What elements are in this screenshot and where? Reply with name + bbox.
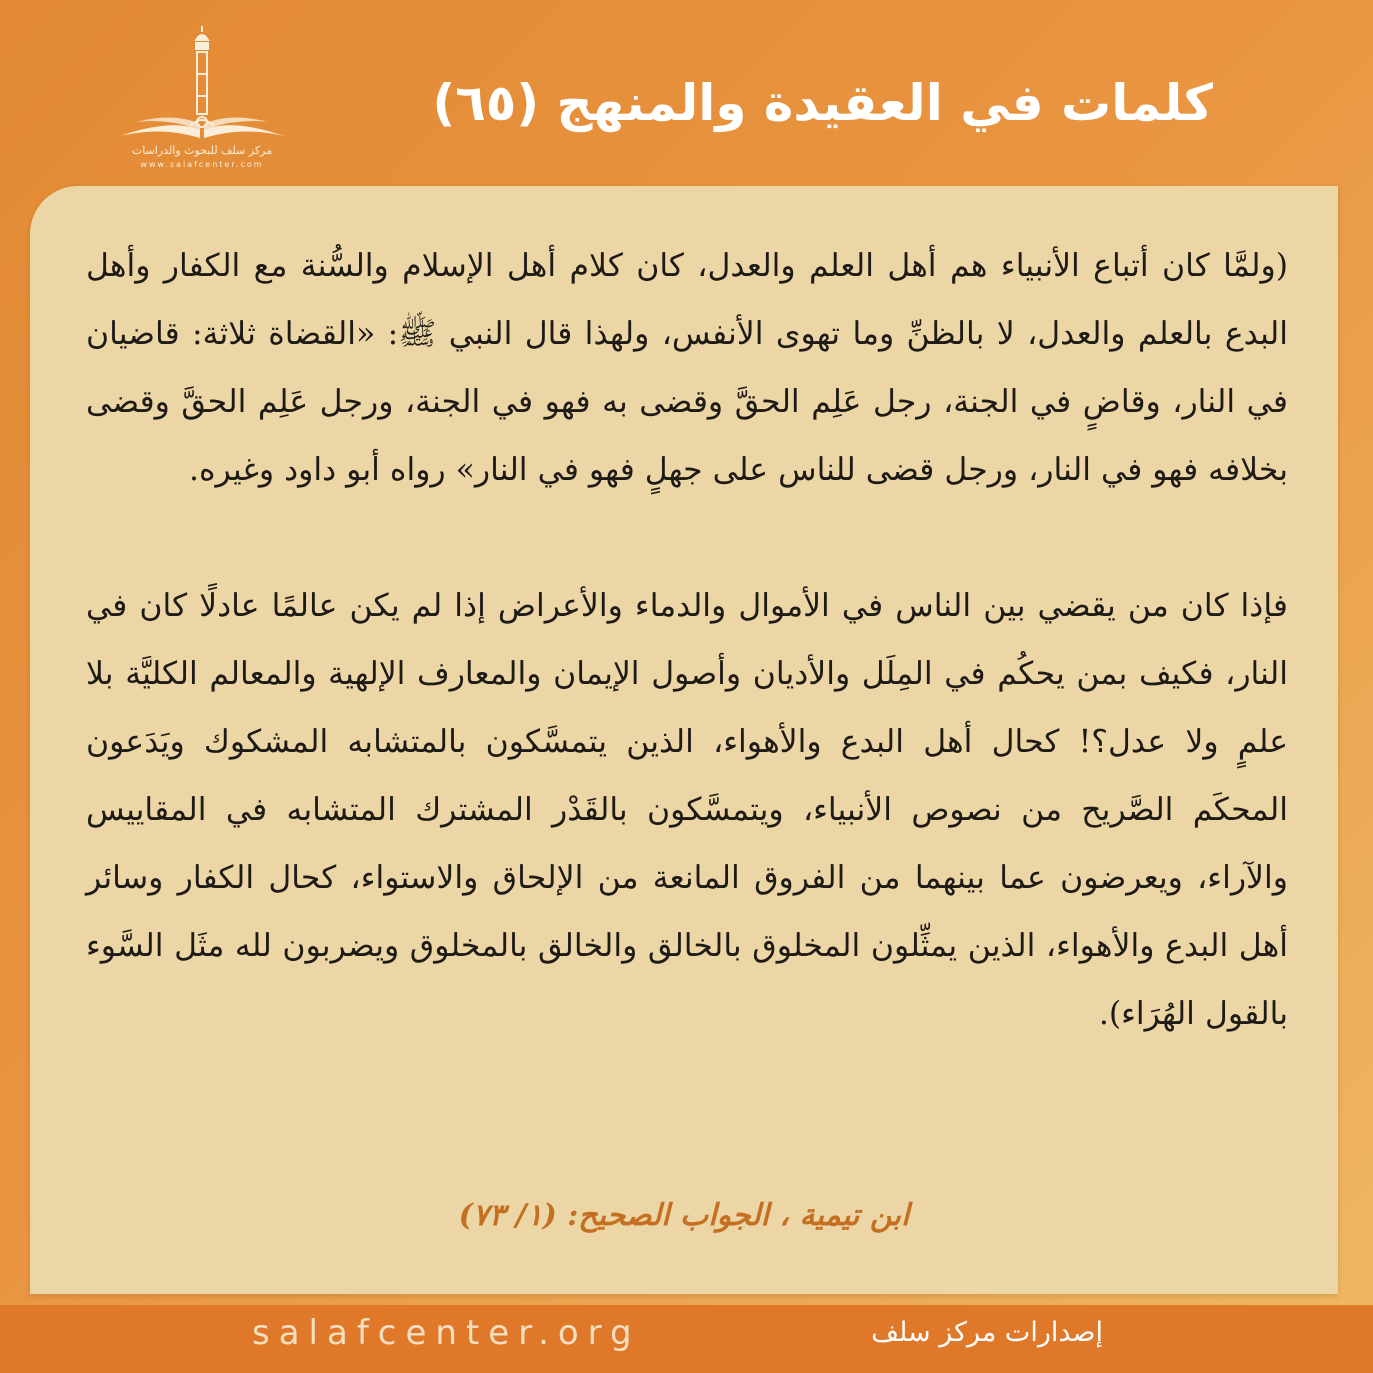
page-title: كلمات في العقيدة والمنهج (٦٥)	[432, 74, 1213, 132]
paragraph-2: فإذا كان من يقضي بين الناس في الأموال والدماء والأعراض إذا لم يكن عالمًا عادلًا كان في النار، فكيف بمن يحكُم في المِلَل والأديان وأصول الإيمان والمعارف الإلهية والمعالم الكليَّة بلا علمٍ ولا عدل؟! كحال أهل البدع والأهواء، الذين يتمسَّكون بالمتشابه المشكوك ويَدَعون المحكَم الصَّريح من نصوص الأنبياء، ويتمسَّكون بالقَدْر المشترك المتشابه في المقاييس والآراء، ويعرضون عما بينهما من الفروق المانعة من الإلحاق والاستواء، كحال الكفار وسائر أهل البدع والأهواء، الذين يمثِّلون المخلوق بالخالق والخالق بالمخلوق ويضربون لله مثَل السَّوء بالقول الهُرَاء).	[86, 588, 1288, 1032]
logo-name: مركز سلف للبحوث والدراسات	[131, 144, 273, 157]
footer-band	[0, 1305, 1373, 1373]
logo-url: www.salafcenter.com	[140, 160, 264, 169]
footer-publisher: إصدارات مركز سلف	[871, 1317, 1103, 1348]
footer-url[interactable]: salafcenter.org	[252, 1313, 641, 1353]
quote-card	[30, 186, 1338, 1294]
logo	[112, 26, 292, 176]
paragraph-1: (ولمَّا كان أتباع الأنبياء هم أهل العلم والعدل، كان كلام أهل الإسلام والسُّنة مع الكفار وأهل البدع بالعلم والعدل، لا بالظنِّ وما تهوى الأنفس، ولهذا قال النبي ﷺ: «القضاة ثلاثة: قاضيان في النار، وقاضٍ في الجنة، رجل عَلِم الحقَّ وقضى به فهو في الجنة، ورجل عَلِم الحقَّ وقضى بخلافه فهو في النار، ورجل قضى للناس على جهلٍ فهو في النار» رواه أبو داود وغيره.	[86, 248, 1288, 488]
minaret-book-logo-icon	[112, 26, 292, 144]
citation: ابن تيمية ، الجواب الصحيح: (١/ ٧٣)	[458, 1198, 910, 1233]
quote-text	[86, 232, 1288, 1048]
